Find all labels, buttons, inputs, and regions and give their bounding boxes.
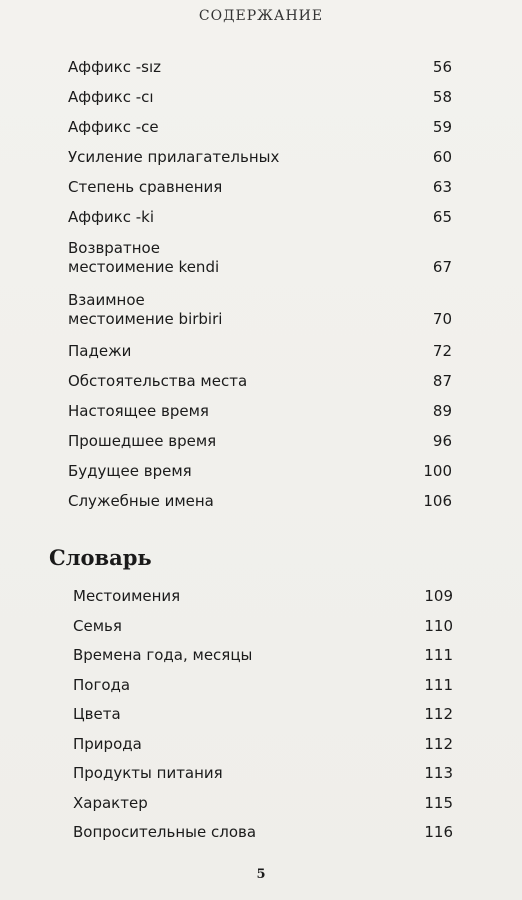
toc-entry <box>73 582 453 612</box>
toc-entry-page: 58 <box>432 87 452 106</box>
toc-entry <box>73 759 453 789</box>
toc-entry-title: Природа <box>73 734 142 753</box>
running-head: СОДЕРЖАНИЕ <box>198 8 324 24</box>
toc-entry-title: Аффикс -ki <box>68 207 155 226</box>
toc-entry-page: 112 <box>424 705 453 724</box>
toc-entry <box>68 172 452 202</box>
toc-entry-title: Будущее время <box>68 461 192 480</box>
toc-entry <box>73 641 453 671</box>
toc-entry-page: 116 <box>424 823 453 842</box>
toc-entry-title: Степень сравнения <box>68 177 223 196</box>
toc-entry <box>68 52 452 82</box>
toc-entry-title: Аффикс -cı <box>68 87 154 106</box>
toc-entry-page: 112 <box>424 734 453 753</box>
toc-grammar-list <box>68 52 452 516</box>
toc-entry-page: 56 <box>432 57 452 76</box>
toc-entry-title-line1: Возвратное <box>68 239 160 257</box>
toc-entry-page: 111 <box>424 675 453 694</box>
toc-entry <box>73 700 453 730</box>
toc-entry <box>68 82 452 112</box>
toc-entry <box>68 142 452 172</box>
toc-entry-page: 72 <box>432 341 452 360</box>
toc-entry <box>73 730 453 760</box>
toc-entry-page: 63 <box>432 177 452 196</box>
toc-vocab-list <box>73 582 453 848</box>
toc-entry-title: Погода <box>73 675 131 694</box>
toc-entry <box>68 486 452 516</box>
toc-entry-title: Аффикс -sız <box>68 57 162 76</box>
toc-entry-title: Аффикс -ce <box>68 117 159 136</box>
page-number: 5 <box>256 867 266 882</box>
toc-entry <box>68 232 452 284</box>
toc-entry <box>73 818 453 848</box>
toc-entry <box>68 396 452 426</box>
toc-entry-page: 89 <box>432 401 452 420</box>
toc-entry-title: местоимение birbiri <box>68 310 223 328</box>
toc-entry-page: 96 <box>432 431 452 450</box>
toc-entry <box>73 671 453 701</box>
toc-entry-title: Настоящее время <box>68 401 209 420</box>
toc-entry-title: Времена года, месяцы <box>73 646 253 665</box>
toc-entry-title-line1: Взаимное <box>68 291 145 309</box>
toc-entry-page: 87 <box>432 371 452 390</box>
toc-entry-title: Семья <box>73 616 122 635</box>
toc-entry-title: Местоимения <box>73 587 181 606</box>
toc-entry-title: Цвета <box>73 705 121 724</box>
toc-entry <box>73 789 453 819</box>
toc-entry-title: местоимение kendi <box>68 258 220 276</box>
toc-entry-page: 100 <box>423 461 452 480</box>
toc-entry-title: Обстоятельства места <box>68 371 248 390</box>
toc-entry-page: 110 <box>424 616 453 635</box>
toc-entry-title: Продукты питания <box>73 764 223 783</box>
toc-entry <box>68 426 452 456</box>
toc-entry-title: Характер <box>73 793 148 812</box>
toc-entry <box>68 284 452 336</box>
toc-entry-page: 115 <box>424 793 453 812</box>
toc-entry-title: Падежи <box>68 341 132 360</box>
toc-entry <box>68 112 452 142</box>
toc-entry-page: 67 <box>432 258 452 276</box>
section-heading: Словарь <box>49 545 152 570</box>
toc-entry <box>68 366 452 396</box>
toc-entry-title: Прошедшее время <box>68 431 217 450</box>
toc-entry <box>68 456 452 486</box>
toc-entry-page: 70 <box>432 310 452 328</box>
toc-entry <box>73 612 453 642</box>
toc-entry <box>68 202 452 232</box>
toc-entry-page: 60 <box>432 147 452 166</box>
toc-entry <box>68 336 452 366</box>
toc-entry-page: 65 <box>432 207 452 226</box>
toc-entry-title: Вопросительные слова <box>73 823 257 842</box>
toc-entry-page: 111 <box>424 646 453 665</box>
toc-entry-page: 113 <box>424 764 453 783</box>
toc-entry-page: 109 <box>424 587 453 606</box>
toc-entry-page: 59 <box>432 117 452 136</box>
toc-entry-title: Усиление прилагательных <box>68 147 280 166</box>
toc-entry-page: 106 <box>423 491 452 510</box>
toc-entry-title: Служебные имена <box>68 491 214 510</box>
